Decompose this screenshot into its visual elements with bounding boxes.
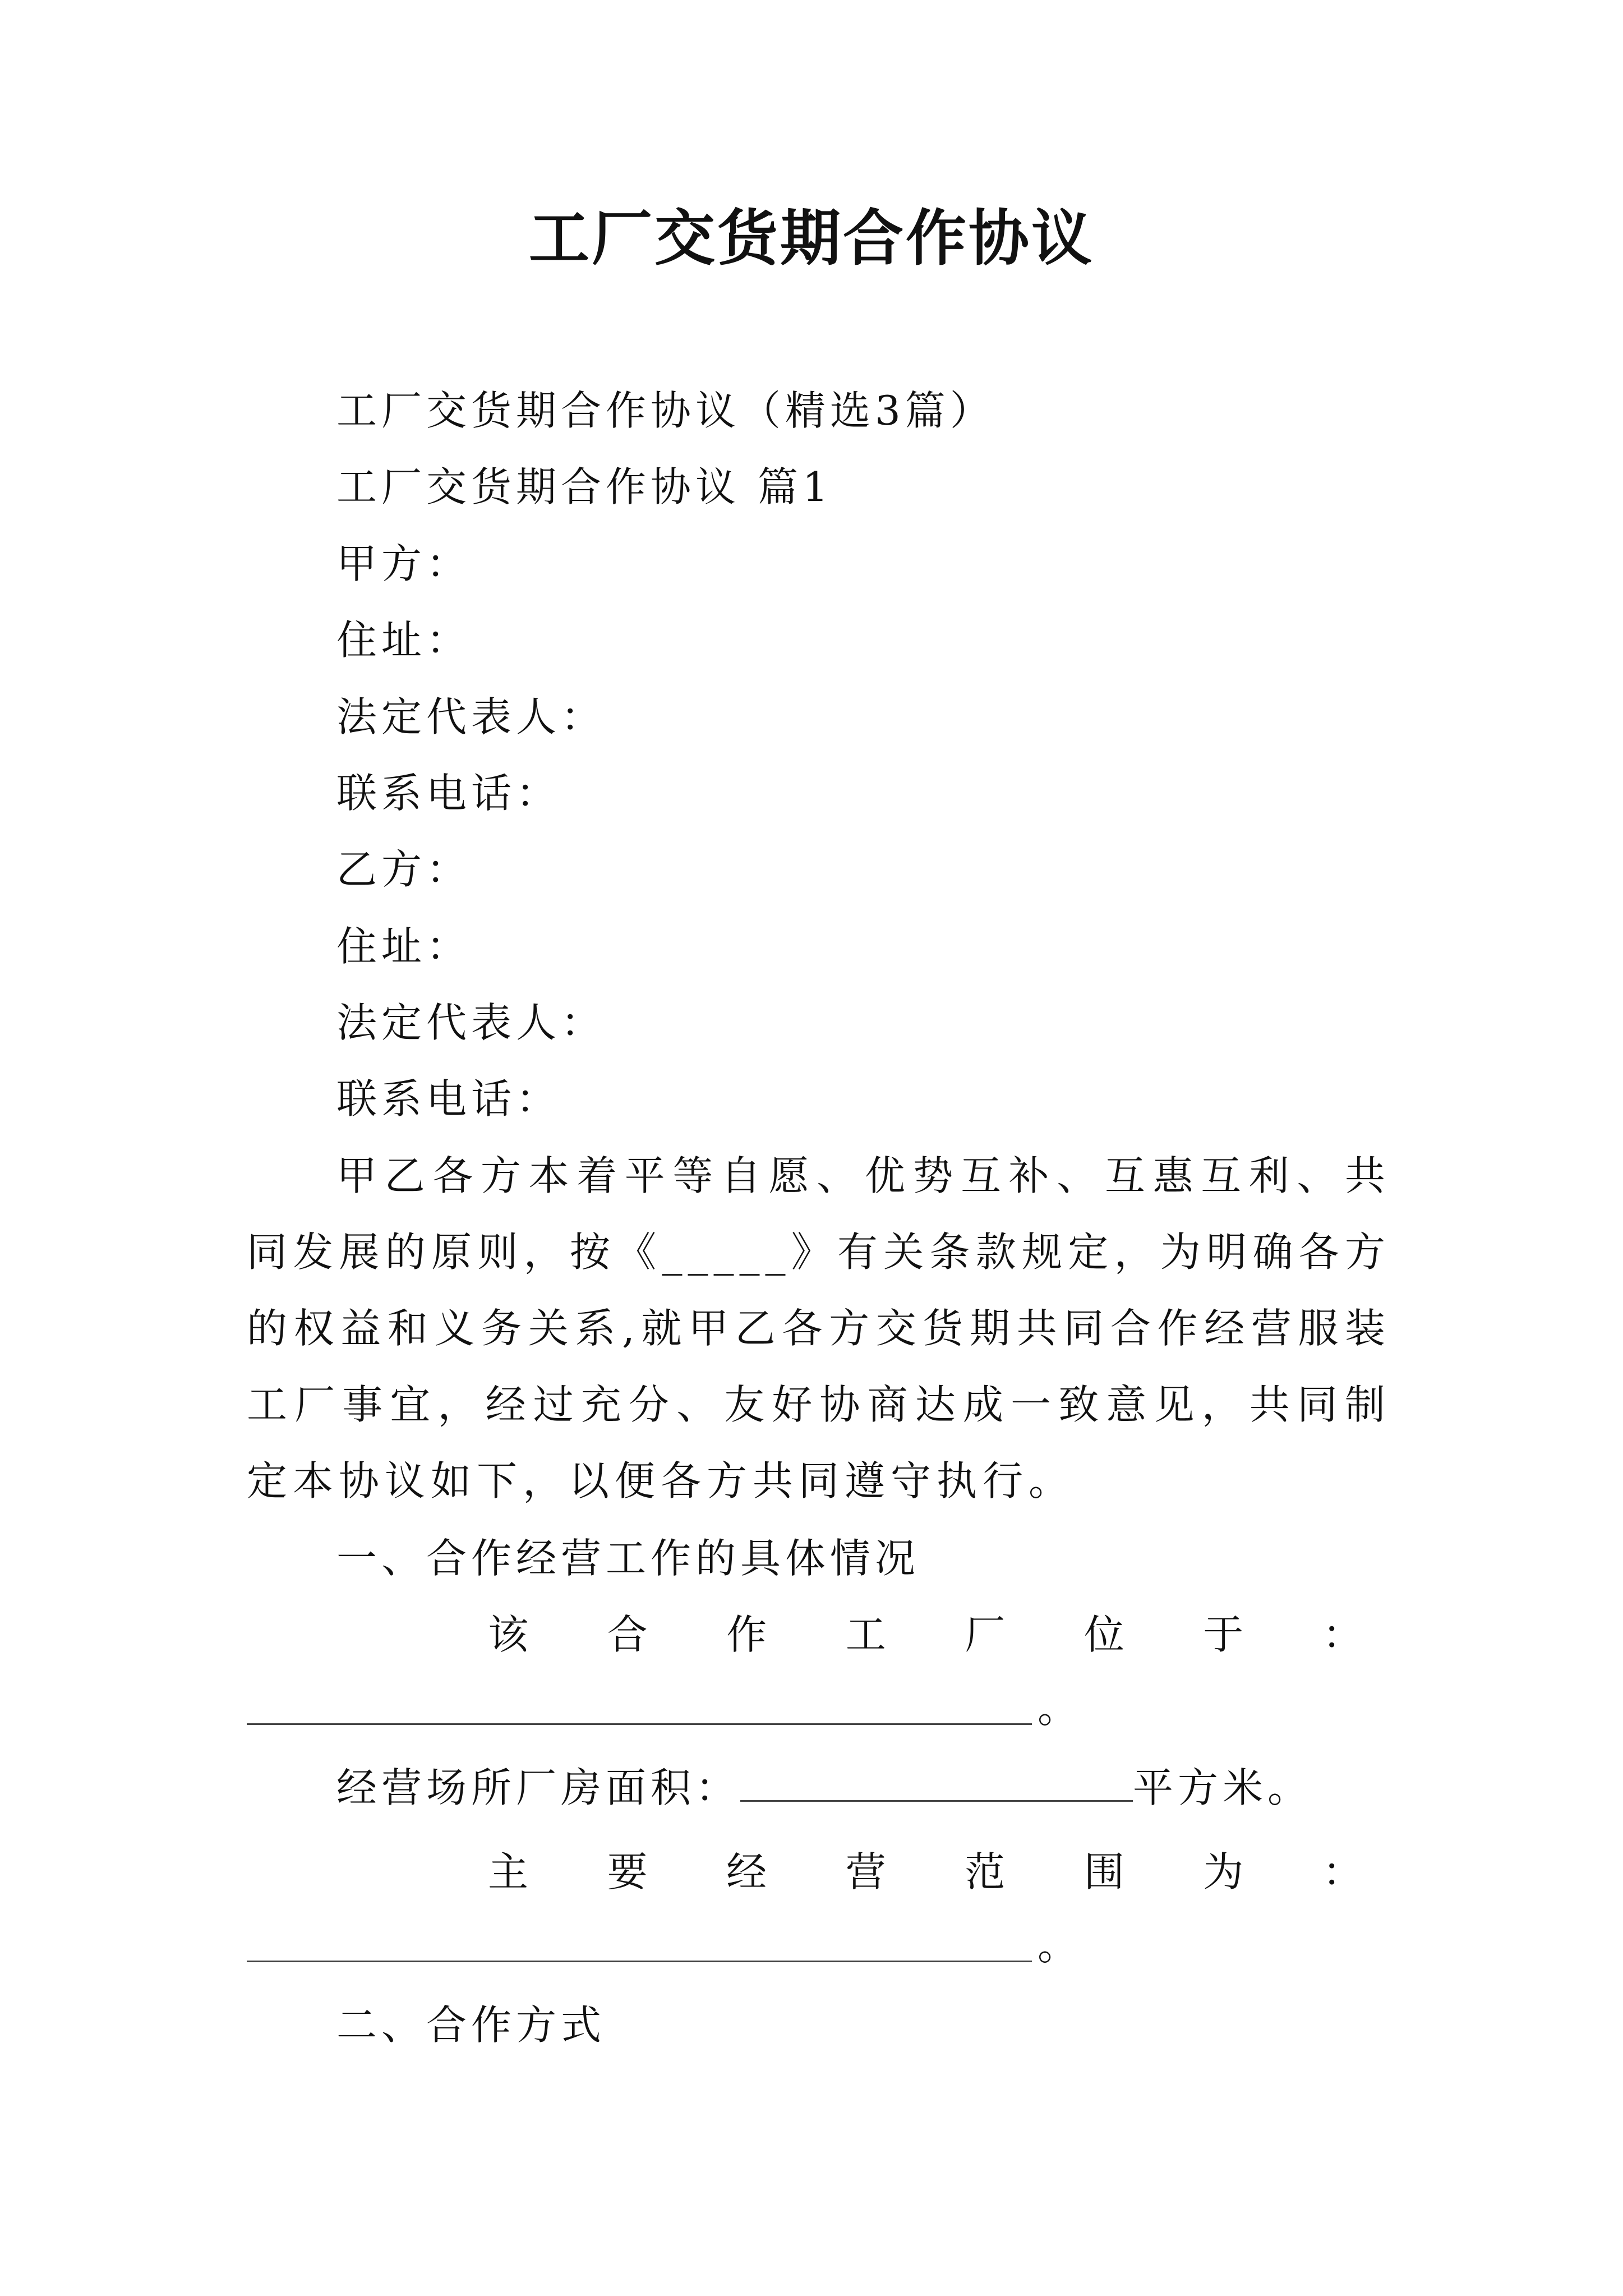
party-b-rep-label: 法定代表人： [336,999,606,1046]
scope-char: 范 [965,1848,1006,1895]
location-char: ： [1322,1611,1363,1658]
intro-text-part2: 》有关条款规定，为明确各方的权益和义务关系,就甲乙各方交货期共同合作经营服装工厂事宜，经过充分、友好协商达成一致意见，共同制定本协议如下，以便各方共同遵守执行。 [247,1228,1391,1504]
location-char: 合 [607,1611,648,1658]
location-char: 作 [726,1611,767,1658]
party-a-label: 甲方： [336,540,472,587]
scope-char: ： [1322,1848,1363,1895]
party-a-phone-label: 联系电话： [336,770,561,817]
scope-char: 经 [726,1848,767,1895]
location-period: 。 [1038,1685,1083,1732]
scope-blank [247,1961,1032,1962]
document-subtitle: 工厂交货期合作协议（精选3篇） [336,387,995,434]
location-char: 厂 [965,1611,1006,1658]
party-b-phone-label: 联系电话： [336,1075,561,1122]
scope-period: 。 [1038,1922,1083,1969]
clause2-heading: 二、合作方式 [336,2001,606,2049]
area-label: 经营场所厂房面积： [336,1764,741,1811]
scope-char: 围 [1083,1848,1124,1895]
party-a-rep-label: 法定代表人： [336,693,606,740]
factory-location-line [488,1607,1363,1663]
scope-char: 为 [1203,1848,1244,1895]
scope-line [488,1844,1363,1900]
location-char: 工 [845,1611,886,1658]
intro-blank: _____ [662,1228,791,1276]
scope-char: 营 [845,1848,886,1895]
location-char: 于 [1203,1611,1244,1658]
party-b-address-label: 住址： [336,923,472,970]
clause1-heading: 一、合作经营工作的具体情况 [336,1535,920,1582]
party-b-label: 乙方： [336,846,472,893]
location-char: 位 [1083,1611,1124,1658]
intro-text-part1: 甲乙各方本着平等自愿、优势互补、互惠互利、共同发展的原则，按《 [247,1152,1391,1276]
party-a-address-label: 住址： [336,616,472,664]
document-title: 工厂交货期合作协议 [528,203,1094,274]
scope-char: 要 [607,1848,648,1895]
location-char: 该 [488,1611,529,1658]
factory-location-blank [247,1723,1032,1725]
area-line [336,1760,1312,1816]
section-heading: 工厂交货期合作协议 篇1 [336,463,833,510]
area-blank [740,1761,1133,1802]
intro-paragraph [247,1138,1391,1519]
scope-char: 主 [488,1848,529,1895]
area-unit: 平方米。 [1133,1764,1313,1811]
